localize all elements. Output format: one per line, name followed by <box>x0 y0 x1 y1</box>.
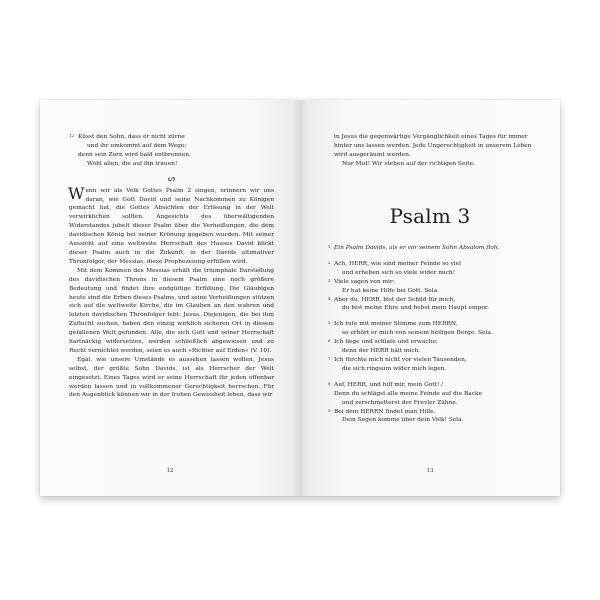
prose-line: in Jesus die gegenwärtige Vergänglichkeit eines Tages für immer <box>334 134 528 140</box>
verse-line <box>328 259 539 269</box>
verse-number: 7 <box>328 355 331 361</box>
verse-text: Küsst den Sohn, dass er nicht zürne <box>78 134 185 140</box>
verse-line <box>328 355 539 365</box>
page-number: 13 <box>426 468 434 474</box>
psalm-superscription <box>328 244 539 253</box>
verse-line <box>69 133 274 142</box>
verse-text: und zerschmetterst der Frevler Zähne. <box>342 399 458 406</box>
verse-line <box>334 399 539 408</box>
verse-number: 1 <box>328 244 331 249</box>
verse-text: Dein Segen komme über dein Volk! Sela. <box>342 417 464 424</box>
verse-number: 2 <box>328 259 331 265</box>
verse-line <box>334 329 539 338</box>
verse-line <box>334 269 539 278</box>
verse-line: denn sein Zorn wird bald entbrennen. <box>78 151 191 158</box>
superscription-text: Ein Psalm Davids, als er vor seinem Sohn Absalom floh. <box>334 245 500 251</box>
stanza-3 <box>328 380 539 426</box>
left-text-column <box>69 133 274 400</box>
verse-line <box>334 365 539 374</box>
verse-text: so erhört er mich von seinem heiligen Berge. Sela. <box>342 330 493 337</box>
page-number: 12 <box>166 468 174 474</box>
stanza-2 <box>328 320 539 373</box>
left-page <box>40 100 300 496</box>
commentary-prose <box>68 183 274 401</box>
verse-number: 12 <box>69 133 74 138</box>
verse-line: Wohl allen, die auf ihn trauen! <box>87 160 178 167</box>
verse-text: Aber du, HERR, bist der Schild für mich, <box>334 296 456 303</box>
verse-line <box>328 338 539 347</box>
verse-number: 4 <box>328 295 331 301</box>
verse-text: denn der HERR hält mich. <box>342 348 421 355</box>
verse-line <box>328 320 539 329</box>
ornament-icon: ᔕ <box>167 173 176 183</box>
prose-line: wird ausgeräumt werden. <box>334 151 411 158</box>
verse-text: du bist meine Ehre und hebst mein Haupt empor. <box>342 305 489 312</box>
verse-line <box>334 390 539 399</box>
verse-text: Ich fürchte mich nicht vor vielen Tausenden, <box>334 356 467 363</box>
paragraph-text: enn wir als Volk Gottes Psalm 2 singen, erinnern wir uns daran, wie Gott David und seine Nachkommen zu Königen gemacht hat, die Gottes Absichten der Erlösung in der Welt verwirklichen sollten. Angesichts des überwältigenden Widerstandes jubelt dieser Psalm über die Verheißungen, die dem davidischen König bei seiner Krönung gegeben wurden. Mit seiner Aussicht auf eine weltweite Herrschaft des Hauses David blickt dieser Psalm auch in die Zukunft, in der Davids ultimativer Thronfolger, der Messias, diese Prophezeiung erfüllen wird. <box>69 187 274 265</box>
dropcap: W <box>68 183 85 203</box>
paragraph: Egal, wie unsere Umstände es aussehen lassen wollen, Jesus selbst, der größte Sohn Davids, ist als Herrscher der Welt eingesetzt. Eines Tages wird er seine Herrschaft für jeden offenbar werden lassen und in vollkommener Gerechtigkeit herrschen. Für den Augenblick können wir in der frohen Gewissheit leben, dass wir <box>69 356 274 399</box>
paragraph <box>68 183 274 267</box>
verse-text: Ich liege und schlafe und erwache; <box>334 339 438 346</box>
verse-text: Auf, HERR, und hilf mir, mein Gott! / <box>334 381 444 388</box>
verse-text: und erheben sich so viele wider mich! <box>342 269 456 276</box>
open-book <box>40 100 560 496</box>
right-carryover <box>334 133 539 169</box>
prose-line: hinter uns lassen werden. Jede Ungerechtigkeit in unserem Leben <box>334 142 532 149</box>
verse-line <box>334 347 539 356</box>
verse-text: Bei dem HERRN findet man Hilfe. <box>334 408 436 415</box>
verse-line <box>328 277 539 287</box>
verse-text: Denn du schlägst alle meine Feinde auf die Backe <box>334 390 483 397</box>
verse-line <box>328 407 539 417</box>
verse-text: die sich ringsum wider mich legen. <box>342 365 447 372</box>
psalm-text <box>328 244 539 425</box>
verse-number: 9 <box>328 407 331 413</box>
psalm-title: Psalm 3 <box>389 204 471 228</box>
stanza-1 <box>328 259 539 313</box>
verse-line <box>334 287 539 296</box>
verse-number: 5 <box>328 320 331 326</box>
verse-line <box>334 304 539 313</box>
verse-text: Viele sagen von mir: <box>334 278 395 285</box>
verse-number: 6 <box>328 338 331 344</box>
right-page <box>300 100 560 496</box>
verse-line <box>328 295 539 305</box>
verse-number: 8 <box>328 380 331 386</box>
verse-line <box>328 380 539 390</box>
prose-line: Nur Mut! Wir stehen auf der richtigen Seite. <box>342 160 475 167</box>
paragraph: Mit dem Kommen des Messias erhält die triumphale Darstellung des davidischen Throns in diesem Psalm eine noch größere Bedeutung und findet ihre endgültige Erfüllung. Die Gläubigen heute sind die Erben dieses Psalms, und seine Verheißungen stützen sich auf die weltweite Kirche, die im Glauben an den wahren und letzten davidischen Thronfolger lebt: Jesus. Diejenigen, die bei ihm Zuflucht suchen, haben den einzig wirklich sicheren Ort in diesem gefallenen Welt gefunden. Alle, die sich Gott und seiner Herrschaft hartnäckig widersetzen, werden schließlich abgewiesen und zu Recht vernichtet werden, seien es auch »Richter auf Erden« (V. 10). <box>69 267 274 354</box>
verse-line <box>334 416 539 425</box>
verse-text: Er hat keine Hilfe bei Gott. Sela. <box>342 287 439 294</box>
verse-line: und ihr umkommt auf dem Wege; <box>87 142 187 149</box>
verse-number: 3 <box>328 277 331 283</box>
verse-text: Ich rufe mit meiner Stimme zum HERRN, <box>334 321 458 328</box>
verse-text: Ach, HERR, wie sind meiner Feinde so viel <box>334 260 461 267</box>
